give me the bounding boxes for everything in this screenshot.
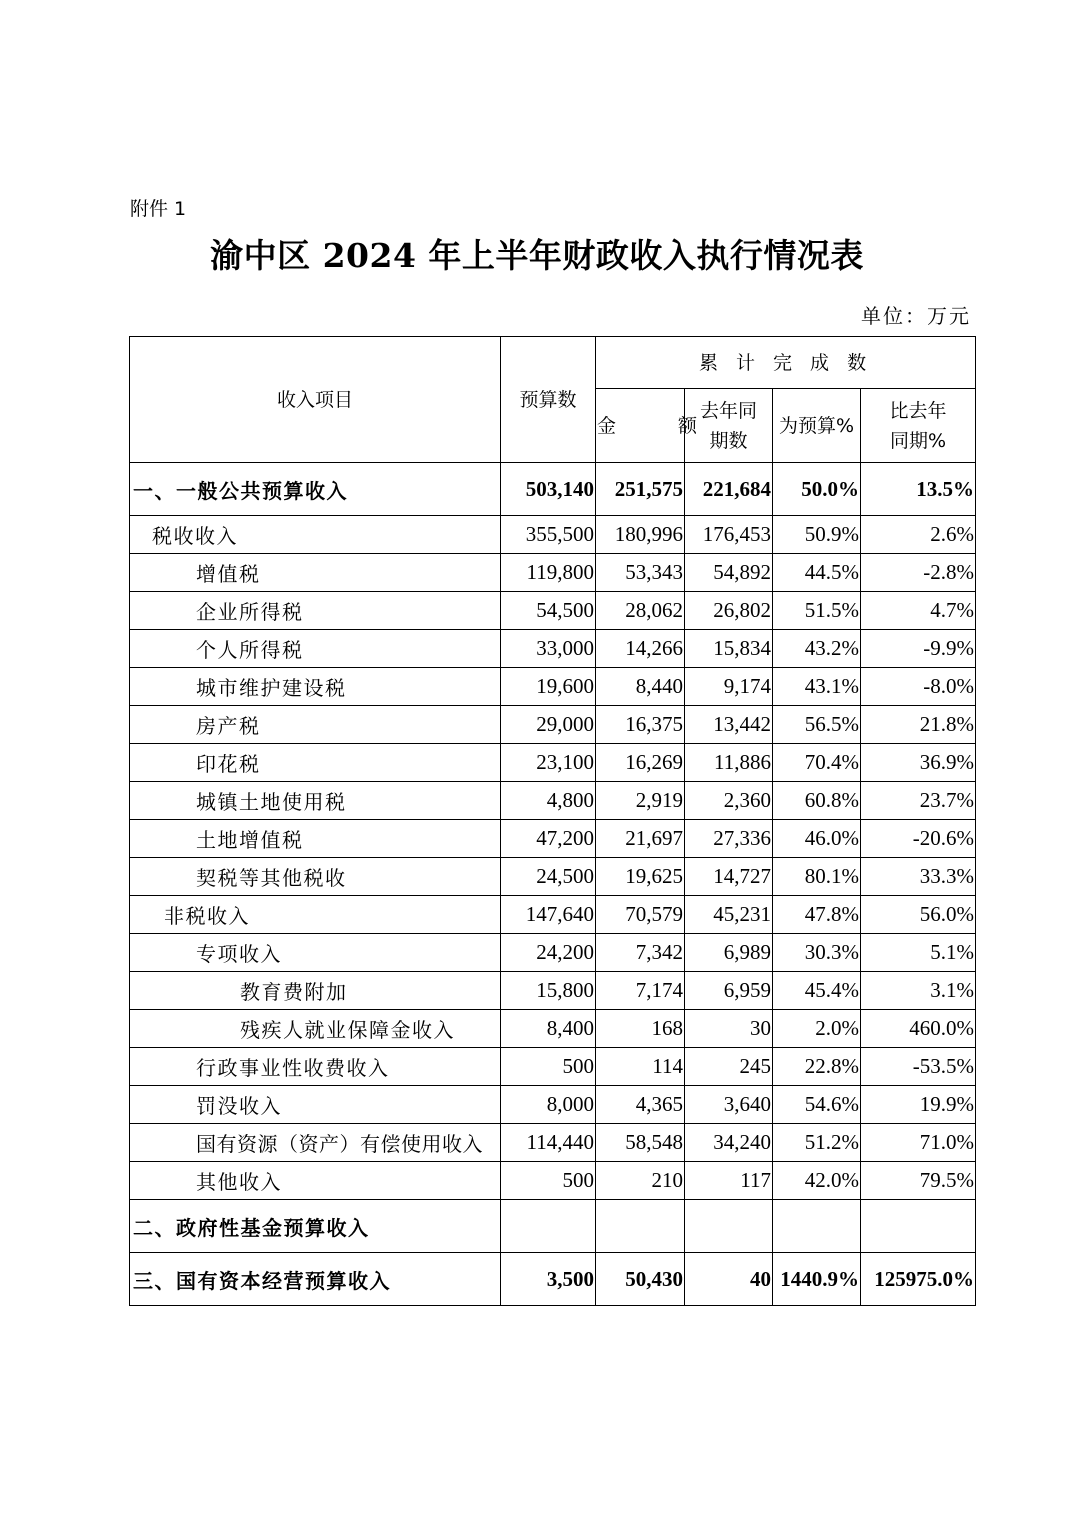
row-pct-budget: 50.9% [773, 516, 861, 554]
row-budget: 114,440 [501, 1124, 596, 1162]
row-vs-last-year: 2.6% [861, 516, 976, 554]
row-vs-last-year: 21.8% [861, 706, 976, 744]
row-last-year: 14,727 [685, 858, 773, 896]
table-row [130, 1010, 976, 1048]
row-amount: 58,548 [596, 1124, 685, 1162]
row-vs-last-year: -53.5% [861, 1048, 976, 1086]
row-last-year: 54,892 [685, 554, 773, 592]
row-vs-last-year [861, 1200, 976, 1253]
row-pct-budget: 43.1% [773, 668, 861, 706]
page-title: 渝中区 2024 年上半年财政收入执行情况表 [210, 236, 864, 275]
row-pct-budget: 46.0% [773, 820, 861, 858]
table-row [130, 592, 976, 630]
row-budget: 23,100 [501, 744, 596, 782]
row-vs-last-year: 125975.0% [861, 1253, 976, 1306]
row-budget: 147,640 [501, 896, 596, 934]
row-last-year: 11,886 [685, 744, 773, 782]
row-pct-budget: 54.6% [773, 1086, 861, 1124]
revenue-table [129, 336, 976, 1306]
row-pct-budget: 30.3% [773, 934, 861, 972]
row-pct-budget: 43.2% [773, 630, 861, 668]
table-row [130, 934, 976, 972]
row-amount [596, 1200, 685, 1253]
row-name: 非税收入 [130, 896, 501, 934]
row-budget: 8,400 [501, 1010, 596, 1048]
row-name: 一、一般公共预算收入 [130, 463, 501, 516]
header-cumulative: 累 计 完 成 数 [596, 337, 976, 389]
table-row [130, 896, 976, 934]
table-row [130, 744, 976, 782]
header-amount [596, 389, 726, 463]
unit-label: 单位：万元 [861, 304, 971, 328]
row-last-year: 45,231 [685, 896, 773, 934]
row-budget: 54,500 [501, 592, 596, 630]
row-amount: 14,266 [596, 630, 685, 668]
row-name: 土地增值税 [130, 820, 501, 858]
row-pct-budget: 1440.9% [773, 1253, 861, 1306]
row-name: 国有资源（资产）有偿使用收入 [130, 1124, 501, 1162]
row-vs-last-year: 36.9% [861, 744, 976, 782]
row-name: 教育费附加 [130, 972, 501, 1010]
row-budget: 24,500 [501, 858, 596, 896]
row-name: 印花税 [130, 744, 501, 782]
row-budget: 500 [501, 1048, 596, 1086]
row-pct-budget: 44.5% [773, 554, 861, 592]
row-pct-budget: 70.4% [773, 744, 861, 782]
table-row [130, 1124, 976, 1162]
row-last-year: 26,802 [685, 592, 773, 630]
row-budget [501, 1200, 596, 1253]
row-amount: 19,625 [596, 858, 685, 896]
table-row [130, 782, 976, 820]
header-last-year-line2: 期数 [709, 429, 748, 452]
row-vs-last-year: 19.9% [861, 1086, 976, 1124]
table-row [130, 554, 976, 592]
table-row [130, 668, 976, 706]
row-budget: 15,800 [501, 972, 596, 1010]
row-amount: 180,996 [596, 516, 685, 554]
table-row [130, 1200, 976, 1253]
row-last-year [685, 1200, 773, 1253]
row-vs-last-year: 3.1% [861, 972, 976, 1010]
row-vs-last-year: -20.6% [861, 820, 976, 858]
attachment-label: 附件 1 [130, 198, 187, 220]
header-last-year-line1: 去年同 [699, 399, 757, 422]
table-row [130, 1086, 976, 1124]
row-vs-last-year: 23.7% [861, 782, 976, 820]
row-vs-last-year: 56.0% [861, 896, 976, 934]
row-budget: 29,000 [501, 706, 596, 744]
row-budget: 503,140 [501, 463, 596, 516]
row-last-year: 176,453 [685, 516, 773, 554]
row-vs-last-year: 79.5% [861, 1162, 976, 1200]
table-row [130, 1048, 976, 1086]
row-amount: 2,919 [596, 782, 685, 820]
row-last-year: 40 [685, 1253, 773, 1306]
header-item: 收入项目 [130, 337, 501, 463]
row-last-year: 3,640 [685, 1086, 773, 1124]
table-row [130, 463, 976, 516]
row-vs-last-year: -8.0% [861, 668, 976, 706]
table-row [130, 516, 976, 554]
row-vs-last-year: 71.0% [861, 1124, 976, 1162]
row-last-year: 27,336 [685, 820, 773, 858]
row-pct-budget: 2.0% [773, 1010, 861, 1048]
row-budget: 4,800 [501, 782, 596, 820]
header-budget: 预算数 [501, 337, 596, 463]
row-name: 三、国有资本经营预算收入 [130, 1253, 501, 1306]
row-pct-budget: 50.0% [773, 463, 861, 516]
row-last-year: 221,684 [685, 463, 773, 516]
row-pct-budget [773, 1200, 861, 1253]
row-amount: 16,269 [596, 744, 685, 782]
row-name: 城镇土地使用税 [130, 782, 501, 820]
row-pct-budget: 22.8% [773, 1048, 861, 1086]
row-vs-last-year: 13.5% [861, 463, 976, 516]
row-last-year: 34,240 [685, 1124, 773, 1162]
row-last-year: 6,989 [685, 934, 773, 972]
row-name: 房产税 [130, 706, 501, 744]
row-budget: 33,000 [501, 630, 596, 668]
row-amount: 168 [596, 1010, 685, 1048]
row-last-year: 117 [685, 1162, 773, 1200]
row-name: 城市维护建设税 [130, 668, 501, 706]
row-amount: 70,579 [596, 896, 685, 934]
table-row [130, 1253, 976, 1306]
row-name: 契税等其他税收 [130, 858, 501, 896]
row-name: 专项收入 [130, 934, 501, 972]
row-amount: 8,440 [596, 668, 685, 706]
row-last-year: 15,834 [685, 630, 773, 668]
row-amount: 7,342 [596, 934, 685, 972]
row-name: 其他收入 [130, 1162, 501, 1200]
row-pct-budget: 45.4% [773, 972, 861, 1010]
row-amount: 251,575 [596, 463, 685, 516]
row-name: 个人所得税 [130, 630, 501, 668]
row-pct-budget: 47.8% [773, 896, 861, 934]
row-name: 罚没收入 [130, 1086, 501, 1124]
row-budget: 8,000 [501, 1086, 596, 1124]
table-row [130, 972, 976, 1010]
row-pct-budget: 42.0% [773, 1162, 861, 1200]
table-row [130, 1162, 976, 1200]
row-last-year: 245 [685, 1048, 773, 1086]
row-budget: 500 [501, 1162, 596, 1200]
row-pct-budget: 60.8% [773, 782, 861, 820]
header-vs-last-year-line1: 比去年 [889, 399, 947, 422]
row-amount: 4,365 [596, 1086, 685, 1124]
row-name: 企业所得税 [130, 592, 501, 630]
table-row [130, 858, 976, 896]
row-amount: 16,375 [596, 706, 685, 744]
row-last-year: 6,959 [685, 972, 773, 1010]
row-amount: 210 [596, 1162, 685, 1200]
row-amount: 50,430 [596, 1253, 685, 1306]
row-pct-budget: 51.2% [773, 1124, 861, 1162]
table-row [130, 630, 976, 668]
header-vs-last-year [861, 389, 976, 463]
table-row [130, 820, 976, 858]
row-last-year: 2,360 [685, 782, 773, 820]
row-amount: 114 [596, 1048, 685, 1086]
header-vs-last-year-line2: 同期% [889, 429, 947, 452]
row-budget: 47,200 [501, 820, 596, 858]
row-last-year: 9,174 [685, 668, 773, 706]
row-vs-last-year: 5.1% [861, 934, 976, 972]
row-name: 税收收入 [130, 516, 501, 554]
row-name: 残疾人就业保障金收入 [130, 1010, 501, 1048]
row-vs-last-year: 4.7% [861, 592, 976, 630]
row-budget: 3,500 [501, 1253, 596, 1306]
row-pct-budget: 51.5% [773, 592, 861, 630]
row-name: 行政事业性收费收入 [130, 1048, 501, 1086]
row-name: 增值税 [130, 554, 501, 592]
row-vs-last-year: -2.8% [861, 554, 976, 592]
row-amount: 53,343 [596, 554, 685, 592]
row-last-year: 13,442 [685, 706, 773, 744]
row-budget: 24,200 [501, 934, 596, 972]
header-amount-text: 金 额 [597, 414, 726, 437]
row-name: 二、政府性基金预算收入 [130, 1200, 501, 1253]
row-budget: 119,800 [501, 554, 596, 592]
row-vs-last-year: 460.0% [861, 1010, 976, 1048]
row-last-year: 30 [685, 1010, 773, 1048]
row-budget: 19,600 [501, 668, 596, 706]
row-pct-budget: 56.5% [773, 706, 861, 744]
row-amount: 28,062 [596, 592, 685, 630]
row-pct-budget: 80.1% [773, 858, 861, 896]
row-vs-last-year: 33.3% [861, 858, 976, 896]
row-vs-last-year: -9.9% [861, 630, 976, 668]
header-pct-budget: 为预算% [773, 389, 861, 463]
row-amount: 21,697 [596, 820, 685, 858]
row-budget: 355,500 [501, 516, 596, 554]
row-amount: 7,174 [596, 972, 685, 1010]
table-row [130, 706, 976, 744]
